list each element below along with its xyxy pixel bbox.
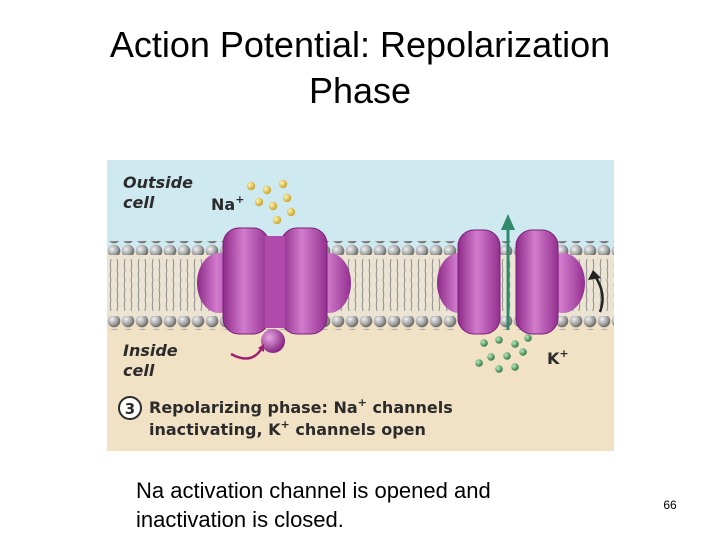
slide-title — [0, 22, 720, 114]
membrane-diagram — [107, 160, 614, 451]
outside-cell-label-line-2: cell — [123, 193, 155, 212]
inside-cell-label-line-1: Inside — [123, 341, 178, 360]
slide-caption — [136, 476, 616, 534]
page-number: 66 — [663, 498, 677, 512]
slide-caption-line-1: Na activation channel is opened and — [136, 478, 491, 503]
inside-cell-label-line-2: cell — [123, 361, 155, 380]
slide-title-line-2: Phase — [308, 70, 412, 111]
outside-cell-label-line-1: Outside — [123, 173, 193, 192]
figure-caption-line-1: Repolarizing phase: Na+ channels — [149, 396, 453, 417]
membrane-figure — [107, 160, 614, 451]
sodium-label: Na+ — [211, 193, 245, 214]
slide-caption-line-2: inactivation is closed. — [136, 507, 344, 532]
potassium-label: K+ — [547, 347, 569, 368]
step-number: 3 — [124, 400, 136, 418]
figure-caption-line-2: inactivating, K+ channels open — [149, 418, 426, 439]
slide-title-line-1: Action Potential: Repolarization — [109, 24, 611, 65]
inactivation-gate — [261, 329, 285, 353]
